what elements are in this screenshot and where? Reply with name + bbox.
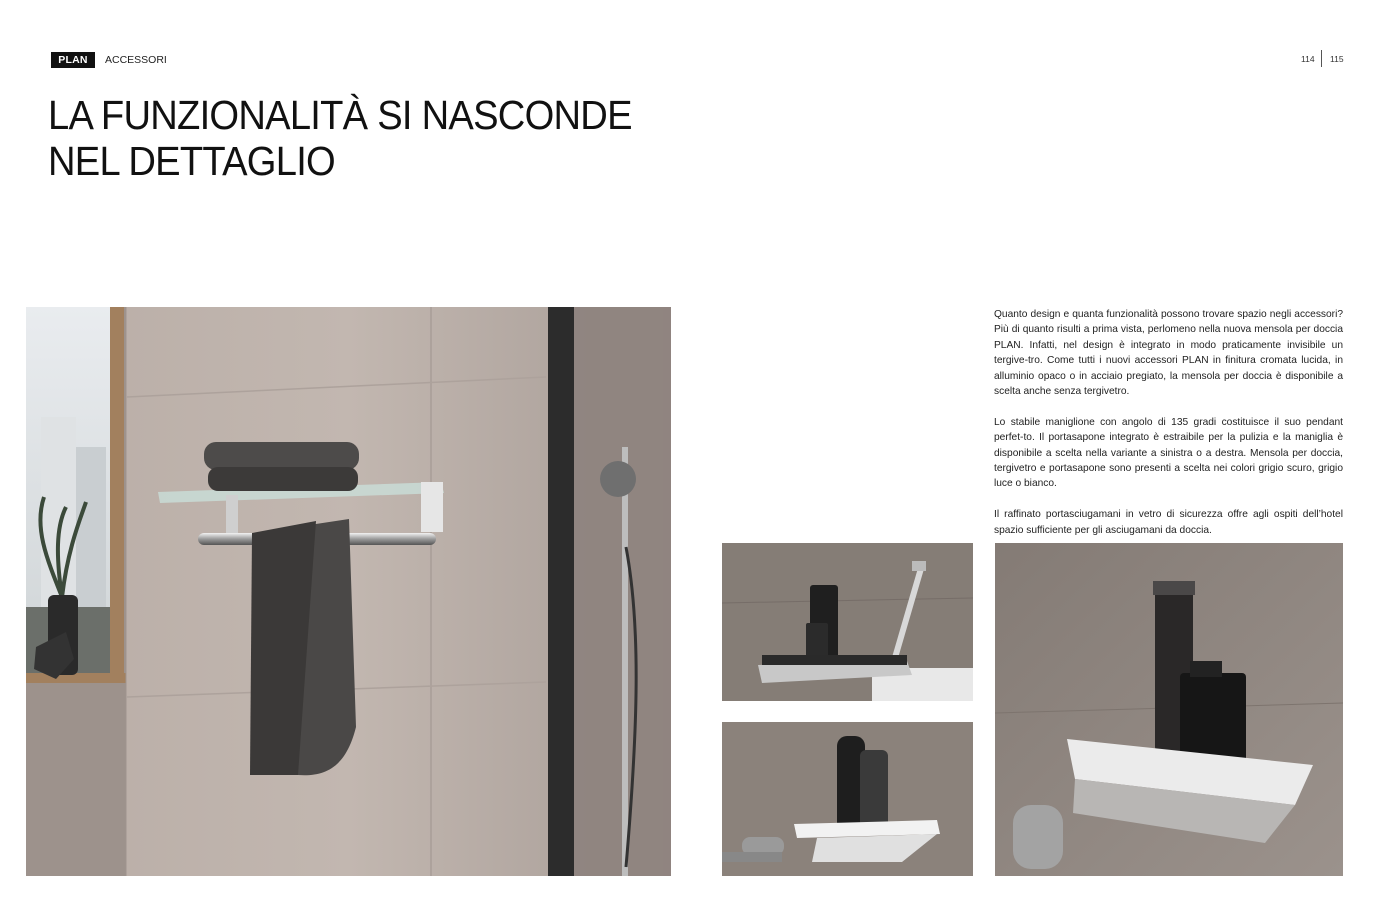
page-number-left: 114 [1301, 54, 1315, 64]
page-title-line-1: LA FUNZIONALITÀ SI NASCONDE [48, 92, 632, 138]
page-title-line-2: NEL DETTAGLIO [48, 138, 335, 184]
body-paragraph-2: Lo stabile maniglione con angolo di 135 gradi costituisce il suo pendant perfet-to. Il portasapone integrato è estraibile per la pulizia e la maniglia è disponibile a scelta nella variante a sinistra o a destra. Mensola per doccia, tergivetro e portasapone sono presenti a scelta nei colori grigio scuro, grigio luce o bianco. [994, 416, 1343, 490]
page-numbers [1290, 49, 1350, 69]
page-number-divider [1321, 50, 1322, 67]
body-text [994, 307, 1343, 553]
photo-white-shelf-bottles [722, 722, 973, 876]
body-paragraph-1: Quanto design e quanta funzionalità possono trovare spazio negli accessori? Più di quanto risulti a prima vista, perlomeno nella nuova mensola per doccia PLAN. Infatti, nel design è integrato in modo praticamente invisibile un tergive-tro. Come tutti i nuovi accessori PLAN in finitura cromata lucida, in alluminio opaco o in acciaio pregiato, la mensola per doccia è disponibile a scelta anche senza tergivetro. [994, 309, 1343, 398]
section-label: ACCESSORI [105, 54, 167, 66]
photo-soap-tray [995, 543, 1343, 876]
page-number-right: 115 [1330, 54, 1344, 64]
page-title [48, 92, 699, 184]
body-paragraph-3: Il raffinato portasciugamani in vetro di sicurezza offre agli ospiti dell’hotel spazio sufficiente per gli asciugamani da doccia. [994, 509, 1343, 536]
photo-shower-shelf-handle [722, 543, 973, 701]
main-photo-towel-rack [26, 307, 671, 876]
brand-tag: PLAN [51, 52, 95, 68]
